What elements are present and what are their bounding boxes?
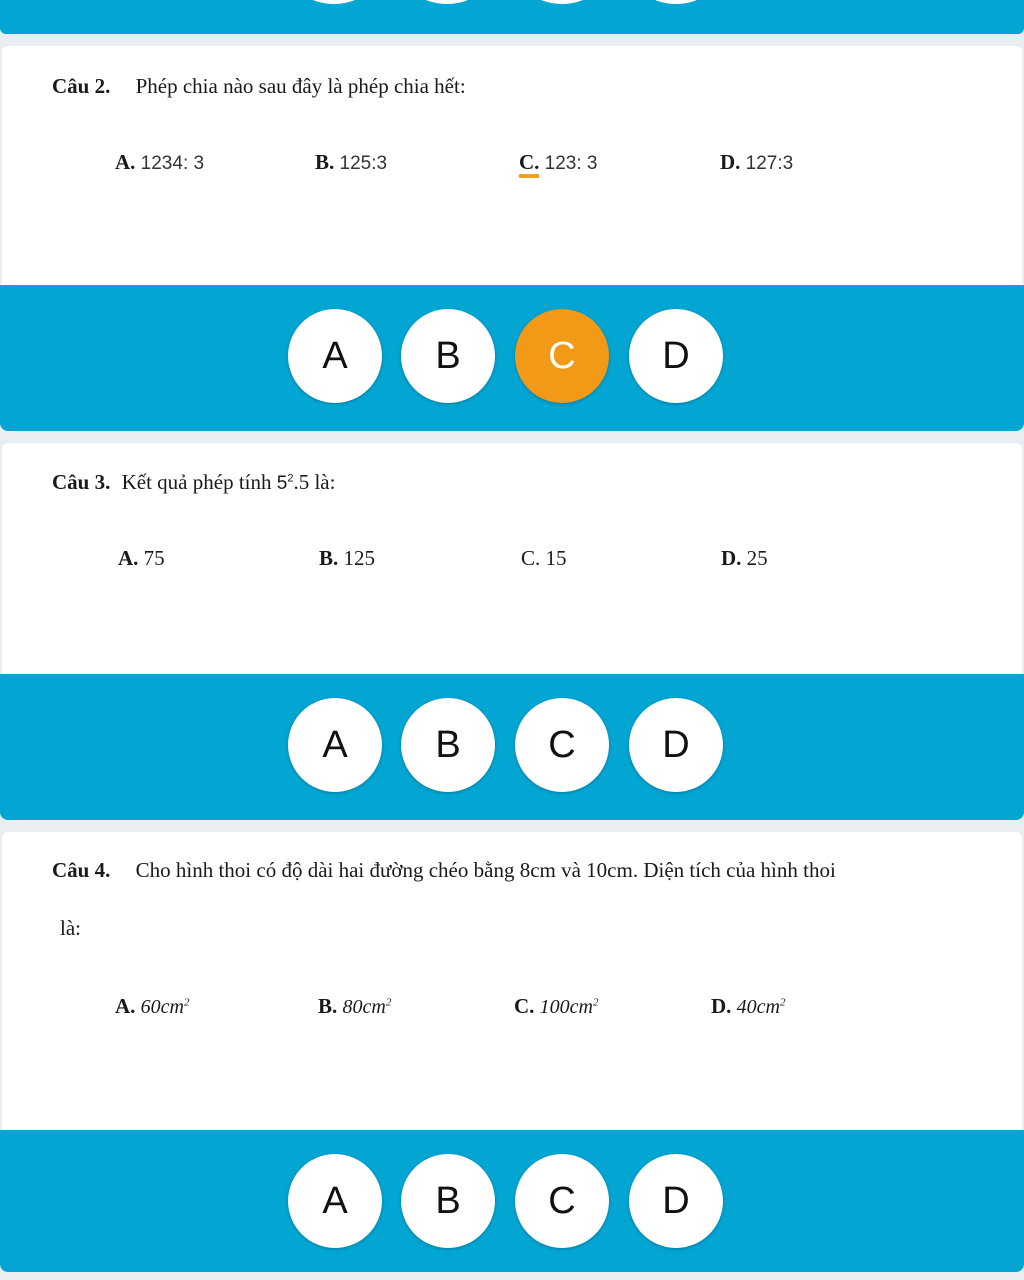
- option-letter: C.: [521, 546, 541, 570]
- option-value: 60cm: [140, 996, 184, 1018]
- question-card-4: [2, 832, 1022, 1132]
- answer-button-d[interactable]: D: [629, 698, 723, 792]
- previous-answer-bar: [0, 0, 1024, 34]
- question-text: [52, 74, 466, 99]
- question-label: Câu 3.: [52, 470, 111, 494]
- option-exponent: 2: [593, 996, 599, 1009]
- question-body: Cho hình thoi có độ dài hai đường chéo bằng 8cm và 10cm. Diện tích của hình thoi: [135, 858, 836, 882]
- option-letter: A.: [118, 546, 139, 570]
- option-letter: B.: [315, 150, 335, 174]
- answer-button-d[interactable]: D: [629, 1154, 723, 1248]
- answer-button-b[interactable]: B: [401, 698, 495, 792]
- answer-button-d[interactable]: D: [629, 309, 723, 403]
- option-exponent: 2: [385, 996, 392, 1009]
- question-body: Phép chia nào sau đây là phép chia hết:: [135, 74, 466, 98]
- answer-bar-3: [0, 674, 1024, 820]
- question-label: Câu 4.: [52, 858, 111, 882]
- option-value: 123: 3: [544, 153, 598, 174]
- option-letter: A.: [115, 150, 136, 174]
- option-letter: B.: [319, 546, 339, 570]
- answer-button-b[interactable]: B: [401, 1154, 495, 1248]
- answer-bubble-partial[interactable]: [518, 0, 606, 4]
- option-c: [514, 994, 599, 1019]
- option-value: 75: [143, 546, 165, 570]
- option-exponent: 2: [184, 996, 190, 1009]
- question-label: Câu 2.: [52, 74, 111, 98]
- option-value: 40cm: [736, 996, 780, 1018]
- option-letter: D.: [720, 150, 741, 174]
- option-value: 125:3: [339, 153, 388, 174]
- answer-bar-2: [0, 285, 1024, 431]
- option-letter: D.: [711, 994, 732, 1018]
- answer-button-b[interactable]: B: [401, 309, 495, 403]
- power-exponent: 2: [287, 472, 294, 485]
- option-b: [315, 150, 387, 175]
- option-b: [319, 546, 375, 571]
- option-d: [720, 150, 793, 175]
- option-letter: C.: [514, 994, 535, 1018]
- option-a: [115, 150, 204, 175]
- answer-bar-4: [0, 1130, 1024, 1272]
- answer-button-a[interactable]: A: [288, 1154, 382, 1248]
- option-value: 100cm: [539, 996, 593, 1018]
- option-value: 25: [746, 546, 768, 570]
- option-letter: B.: [318, 994, 338, 1018]
- option-value: 125: [343, 546, 376, 570]
- power-base: 5: [276, 473, 288, 494]
- option-value: 80cm: [342, 996, 386, 1018]
- question-body-end: .5 là:: [293, 470, 336, 494]
- option-c: [519, 150, 598, 175]
- option-letter: C.: [519, 150, 539, 178]
- option-value: 127:3: [745, 153, 794, 174]
- answer-button-a[interactable]: A: [288, 698, 382, 792]
- question-body: Kết quả phép tính: [121, 470, 272, 494]
- answer-button-c[interactable]: C: [515, 1154, 609, 1248]
- answer-bubble-partial[interactable]: [632, 0, 720, 4]
- answer-button-c[interactable]: C: [515, 698, 609, 792]
- option-value: 1234: 3: [140, 153, 205, 174]
- option-letter: A.: [115, 994, 136, 1018]
- power-expression: [277, 473, 294, 494]
- option-b: [318, 994, 391, 1019]
- question-text: [52, 858, 836, 883]
- option-value: 15: [545, 546, 567, 570]
- answer-button-c-selected[interactable]: C: [515, 309, 609, 403]
- option-exponent: 2: [780, 996, 786, 1009]
- option-a: [118, 546, 165, 571]
- answer-button-a[interactable]: A: [288, 309, 382, 403]
- question-text: [52, 470, 335, 495]
- answer-bubble-partial[interactable]: [290, 0, 378, 4]
- option-d: [721, 546, 768, 571]
- option-d: [711, 994, 786, 1019]
- question-body-continued: là:: [60, 916, 81, 940]
- option-c: [521, 546, 567, 571]
- answer-bubble-partial[interactable]: [403, 0, 491, 4]
- question-card-3: [2, 443, 1022, 676]
- option-letter: D.: [721, 546, 742, 570]
- option-a: [115, 994, 190, 1019]
- question-card-2: [2, 46, 1022, 286]
